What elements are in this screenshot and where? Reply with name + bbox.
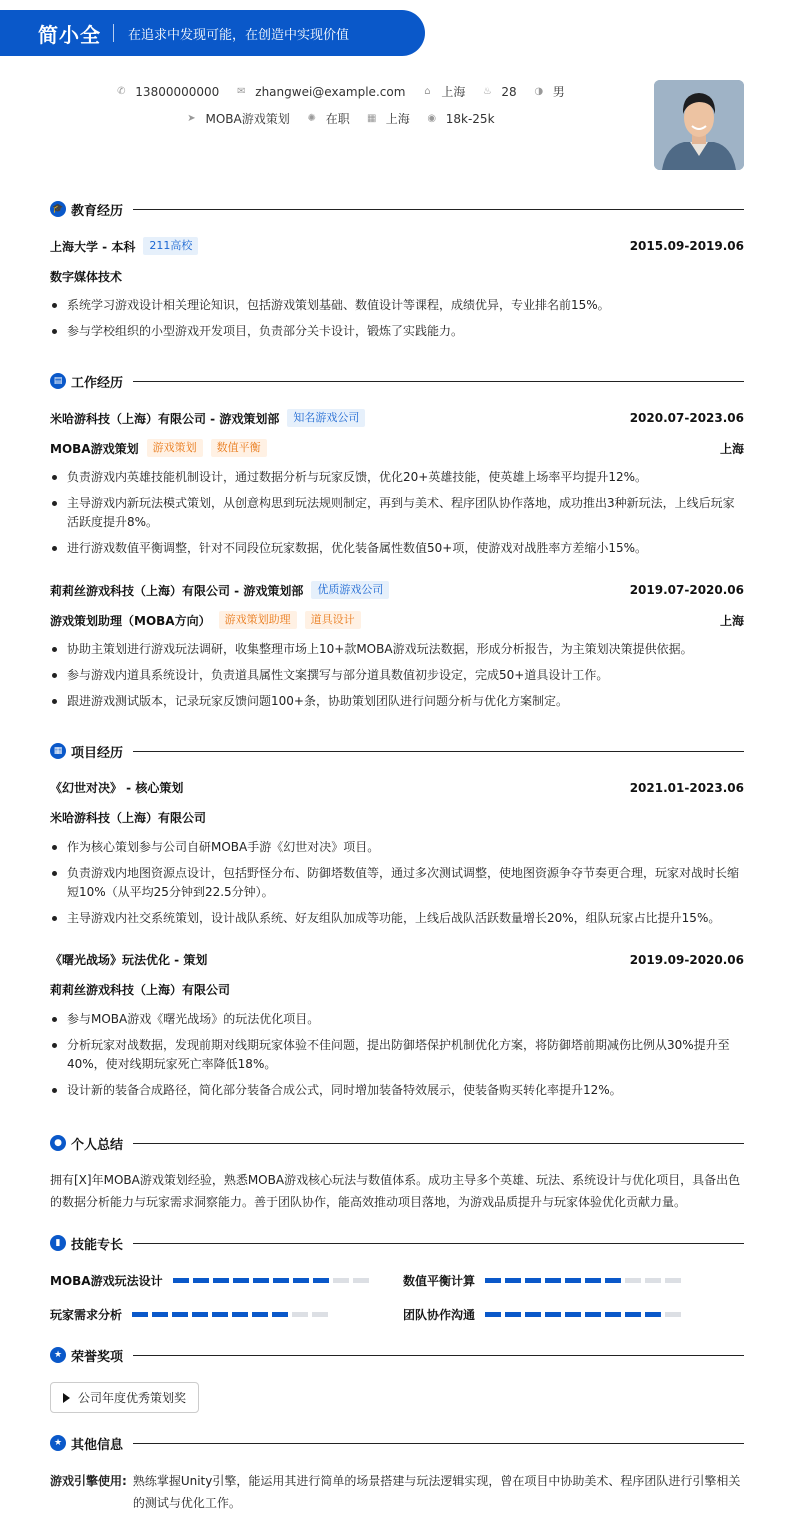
salary-text: 18k-25k xyxy=(445,111,495,126)
skill-segment xyxy=(625,1278,641,1283)
project-2-header xyxy=(50,951,744,968)
skill-segment xyxy=(232,1312,248,1317)
work-date: 2019.07-2020.06 xyxy=(629,583,744,597)
age-item xyxy=(481,85,516,99)
medal-icon: ★ xyxy=(50,1347,66,1363)
section-divider xyxy=(133,209,744,210)
project-1-header xyxy=(50,779,744,796)
skill-segment xyxy=(665,1312,681,1317)
skill-segment xyxy=(565,1312,581,1317)
position-text: MOBA游戏策划 xyxy=(205,112,290,126)
status-text: 在职 xyxy=(325,112,350,126)
bar-chart-icon: ▮ xyxy=(50,1235,66,1251)
section-title: 荣誉奖项 xyxy=(71,1349,124,1365)
project-company: 莉莉丝游戏科技（上海）有限公司 xyxy=(50,983,231,997)
gear-icon: ✺ xyxy=(307,113,316,124)
school-name: 上海大学 - 本科 xyxy=(50,239,136,254)
skill-segment xyxy=(272,1312,288,1317)
skill-level-bar xyxy=(485,1278,685,1283)
work-1-role-row xyxy=(50,439,744,457)
skill-level-bar xyxy=(485,1312,685,1317)
section-title: 技能专长 xyxy=(71,1237,124,1253)
list-item: 主导游戏内新玩法模式策划，从创意构思到玩法规则制定，再到与美术、程序团队协作落地，成功推出3种新玩法，上线后玩家活跃度提升8%。 xyxy=(50,494,744,532)
section-work xyxy=(50,371,744,391)
section-divider xyxy=(133,381,744,382)
user-icon: ● xyxy=(50,1135,66,1151)
gender-item xyxy=(533,83,565,100)
section-divider xyxy=(133,1143,744,1144)
other-info-row xyxy=(50,1470,744,1514)
list-item: 分析玩家对战数据，发现前期对线期玩家体验不佳问题，提出防御塔保护机制优化方案，将防御塔前期减伤比例从30%提升至40%，使对线期玩家死亡率降低18%。 xyxy=(50,1036,744,1074)
other-info-key: 游戏引擎使用: xyxy=(50,1474,127,1488)
project-title: 《幻世对决》 - 核心策划 xyxy=(50,781,184,795)
company-name: 莉莉丝游戏科技（上海）有限公司 - 游戏策划部 xyxy=(50,583,304,598)
skill-segment xyxy=(545,1278,561,1283)
section-divider xyxy=(133,1243,744,1244)
role-name: 游戏策划助理（MOBA方向） xyxy=(50,613,211,628)
section-divider xyxy=(133,1443,744,1444)
skill-segment xyxy=(605,1312,621,1317)
work-location: 上海 xyxy=(719,441,744,456)
send-icon: ➤ xyxy=(187,113,196,124)
skill-segment xyxy=(333,1278,349,1283)
project-title: 《曙光战场》玩法优化 - 策划 xyxy=(50,953,208,967)
work-1-header xyxy=(50,409,744,427)
city-text: 上海 xyxy=(441,85,466,99)
list-item: 参与学校组织的小型游戏开发项目，负责部分关卡设计，锻炼了实践能力。 xyxy=(50,322,744,341)
skill-level-bar xyxy=(132,1312,332,1317)
school-tag: 211高校 xyxy=(143,237,198,255)
skill-segment xyxy=(353,1278,369,1283)
role-tag: 道具设计 xyxy=(305,611,361,629)
list-item: 系统学习游戏设计相关理论知识，包括游戏策划基础、数值设计等课程，成绩优异，专业排名前15%。 xyxy=(50,296,744,315)
section-divider xyxy=(133,1355,744,1356)
skill-segment xyxy=(525,1278,541,1283)
skill-segment xyxy=(605,1278,621,1283)
skill-segment xyxy=(193,1278,209,1283)
section-summary xyxy=(50,1133,744,1153)
position-item xyxy=(185,110,289,127)
education-header xyxy=(50,237,744,255)
briefcase-icon: ▤ xyxy=(50,373,66,389)
grid-icon: ▦ xyxy=(50,743,66,759)
profile-photo xyxy=(654,80,744,170)
skill-segment xyxy=(292,1312,308,1317)
role-tag: 数值平衡 xyxy=(211,439,267,457)
project-1-bullets xyxy=(50,838,744,935)
gender-text: 男 xyxy=(552,85,565,99)
list-item: 设计新的装备合成路径，简化部分装备合成公式，同时增加装备特效展示，使装备购买转化率提升12%。 xyxy=(50,1081,744,1100)
skill-segment xyxy=(173,1278,189,1283)
list-item: 主导游戏内社交系统策划，设计战队系统、好友组队加成等功能，上线后战队活跃数量增长20%，组队玩家占比提升15%。 xyxy=(50,909,744,928)
list-item: 负责游戏内地图资源点设计，包括野怪分布、防御塔数值等，通过多次测试调整，使地图资源争夺节奏更合理，玩家对战时长缩短10%（从平均25分钟到22.5分钟）。 xyxy=(50,864,744,902)
salary-item xyxy=(426,112,495,126)
education-date: 2015.09-2019.06 xyxy=(629,239,744,253)
contact-row-1 xyxy=(0,83,680,100)
skill-segment xyxy=(625,1312,641,1317)
candidate-slogan: 在追求中发现可能，在创造中实现价值 xyxy=(128,27,350,43)
skill-name: 玩家需求分析 xyxy=(50,1308,123,1322)
project-1-company-row xyxy=(50,809,744,826)
education-major-row xyxy=(50,268,744,285)
skill-segment xyxy=(312,1312,328,1317)
award-chip[interactable] xyxy=(50,1382,199,1413)
candidate-name: 简小全 xyxy=(38,22,101,47)
skill-segment xyxy=(152,1312,168,1317)
education-bullets xyxy=(50,296,744,348)
skill-segment xyxy=(585,1312,601,1317)
banner-divider xyxy=(113,24,114,42)
skill-segment xyxy=(233,1278,249,1283)
skill-segment xyxy=(273,1278,289,1283)
list-item: 进行游戏数值平衡调整，针对不同段位玩家数据，优化装备属性数值50+项，使游戏对战胜率方差缩小15%。 xyxy=(50,539,744,558)
city-item xyxy=(421,83,465,100)
status-item xyxy=(306,110,350,127)
info-icon: ★ xyxy=(50,1435,66,1451)
skill-segment xyxy=(132,1312,148,1317)
skill-segment xyxy=(485,1278,501,1283)
work-2-role-row xyxy=(50,611,744,629)
work-1-bullets xyxy=(50,468,744,565)
contact-row-2 xyxy=(0,110,680,127)
section-other xyxy=(50,1433,744,1453)
list-item: 负责游戏内英雄技能机制设计，通过数据分析与玩家反馈，优化20+英雄技能，使英雄上场率平均提升12%。 xyxy=(50,468,744,487)
work-location: 上海 xyxy=(719,613,744,628)
major-name: 数字媒体技术 xyxy=(50,270,123,284)
building-icon: ▦ xyxy=(367,113,377,124)
project-date: 2019.09-2020.06 xyxy=(629,952,744,967)
company-name: 米哈游科技（上海）有限公司 - 游戏策划部 xyxy=(50,411,280,426)
section-title: 个人总结 xyxy=(71,1137,124,1153)
mail-icon: ✉ xyxy=(237,86,246,97)
summary-text: 拥有[X]年MOBA游戏策划经验，熟悉MOBA游戏核心玩法与数值体系。成功主导多个英雄、玩法、系统设计与优化项目，具备出色的数据分析能力与玩家需求洞察能力。善于团队协作，能高效推动项目落地，为游戏品质提升与玩家体验优化贡献力量。 xyxy=(50,1173,741,1209)
skill-segment xyxy=(253,1278,269,1283)
role-name: MOBA游戏策划 xyxy=(50,441,139,456)
skill-item xyxy=(50,1272,373,1289)
email-text: zhangwei@example.com xyxy=(255,84,406,99)
phone-icon: ✆ xyxy=(117,86,126,97)
skill-item xyxy=(50,1306,332,1323)
skill-item xyxy=(403,1272,685,1289)
skill-segment xyxy=(565,1278,581,1283)
skill-segment xyxy=(293,1278,309,1283)
skill-segment xyxy=(505,1312,521,1317)
project-2-bullets xyxy=(50,1010,744,1107)
skill-name: MOBA游戏玩法设计 xyxy=(50,1274,163,1288)
phone-text: 13800000000 xyxy=(135,84,220,99)
skill-name: 团队协作沟通 xyxy=(403,1308,476,1322)
project-date: 2021.01-2023.06 xyxy=(629,780,744,795)
skill-segment xyxy=(172,1312,188,1317)
list-item: 跟进游戏测试版本，记录玩家反馈问题100+条，协助策划团队进行问题分析与优化方案制定。 xyxy=(50,692,744,711)
section-title: 工作经历 xyxy=(71,375,124,391)
section-title: 其他信息 xyxy=(71,1437,124,1453)
role-tag: 游戏策划助理 xyxy=(219,611,297,629)
skill-name: 数值平衡计算 xyxy=(403,1274,476,1288)
skill-segment xyxy=(645,1312,661,1317)
skill-segment xyxy=(665,1278,681,1283)
coin-icon: ◉ xyxy=(427,113,437,124)
skill-segment xyxy=(525,1312,541,1317)
home-icon: ⌂ xyxy=(424,86,431,97)
skill-segment xyxy=(192,1312,208,1317)
list-item: 参与游戏内道具系统设计，负责道具属性文案撰写与部分道具数值初步设定，完成50+道具设计工作。 xyxy=(50,666,744,685)
skill-level-bar xyxy=(173,1278,373,1283)
section-skills xyxy=(50,1233,744,1253)
skill-item xyxy=(403,1306,685,1323)
work-2-bullets xyxy=(50,640,744,718)
other-info-value: 熟练掌握Unity引擎，能运用其进行简单的场景搭建与玩法逻辑实现，曾在项目中协助美术、程序团队进行引擎相关的测试与优化工作。 xyxy=(132,1474,741,1510)
section-title: 项目经历 xyxy=(71,745,124,761)
skill-segment xyxy=(645,1278,661,1283)
skill-segment xyxy=(252,1312,268,1317)
section-projects xyxy=(50,741,744,761)
award-name: 公司年度优秀策划奖 xyxy=(78,1391,187,1405)
avatar-illustration xyxy=(654,80,744,170)
age-text: 28 xyxy=(501,84,517,99)
name-banner xyxy=(0,10,425,56)
list-item: 参与MOBA游戏《曙光战场》的玩法优化项目。 xyxy=(50,1010,744,1029)
play-triangle-icon xyxy=(63,1393,70,1403)
graduation-cap-icon: 🎓 xyxy=(50,201,66,217)
project-company: 米哈游科技（上海）有限公司 xyxy=(50,811,207,825)
section-title: 教育经历 xyxy=(71,203,124,219)
list-item: 协助主策划进行游戏玩法调研，收集整理市场上10+款MOBA游戏玩法数据，形成分析报告，为主策划决策提供依据。 xyxy=(50,640,744,659)
section-education xyxy=(50,199,744,219)
work-2-header xyxy=(50,581,744,599)
project-2-company-row xyxy=(50,981,744,998)
skill-segment xyxy=(505,1278,521,1283)
list-item: 作为核心策划参与公司自研MOBA手游《幻世对决》项目。 xyxy=(50,838,744,857)
role-tag: 游戏策划 xyxy=(147,439,203,457)
gender-icon: ◑ xyxy=(534,86,544,97)
cake-icon: ♨ xyxy=(482,86,492,97)
section-divider xyxy=(133,751,744,752)
email-item xyxy=(235,85,405,99)
work-date: 2020.07-2023.06 xyxy=(629,411,744,425)
skill-segment xyxy=(313,1278,329,1283)
skill-segment xyxy=(212,1312,228,1317)
target-city-text: 上海 xyxy=(385,112,410,126)
phone-item xyxy=(115,85,219,99)
skill-segment xyxy=(485,1312,501,1317)
skill-segment xyxy=(545,1312,561,1317)
company-tag: 优质游戏公司 xyxy=(311,581,389,599)
skill-segment xyxy=(213,1278,229,1283)
section-honors xyxy=(50,1345,744,1365)
skill-segment xyxy=(585,1278,601,1283)
target-city-item xyxy=(366,110,410,127)
company-tag: 知名游戏公司 xyxy=(287,409,365,427)
